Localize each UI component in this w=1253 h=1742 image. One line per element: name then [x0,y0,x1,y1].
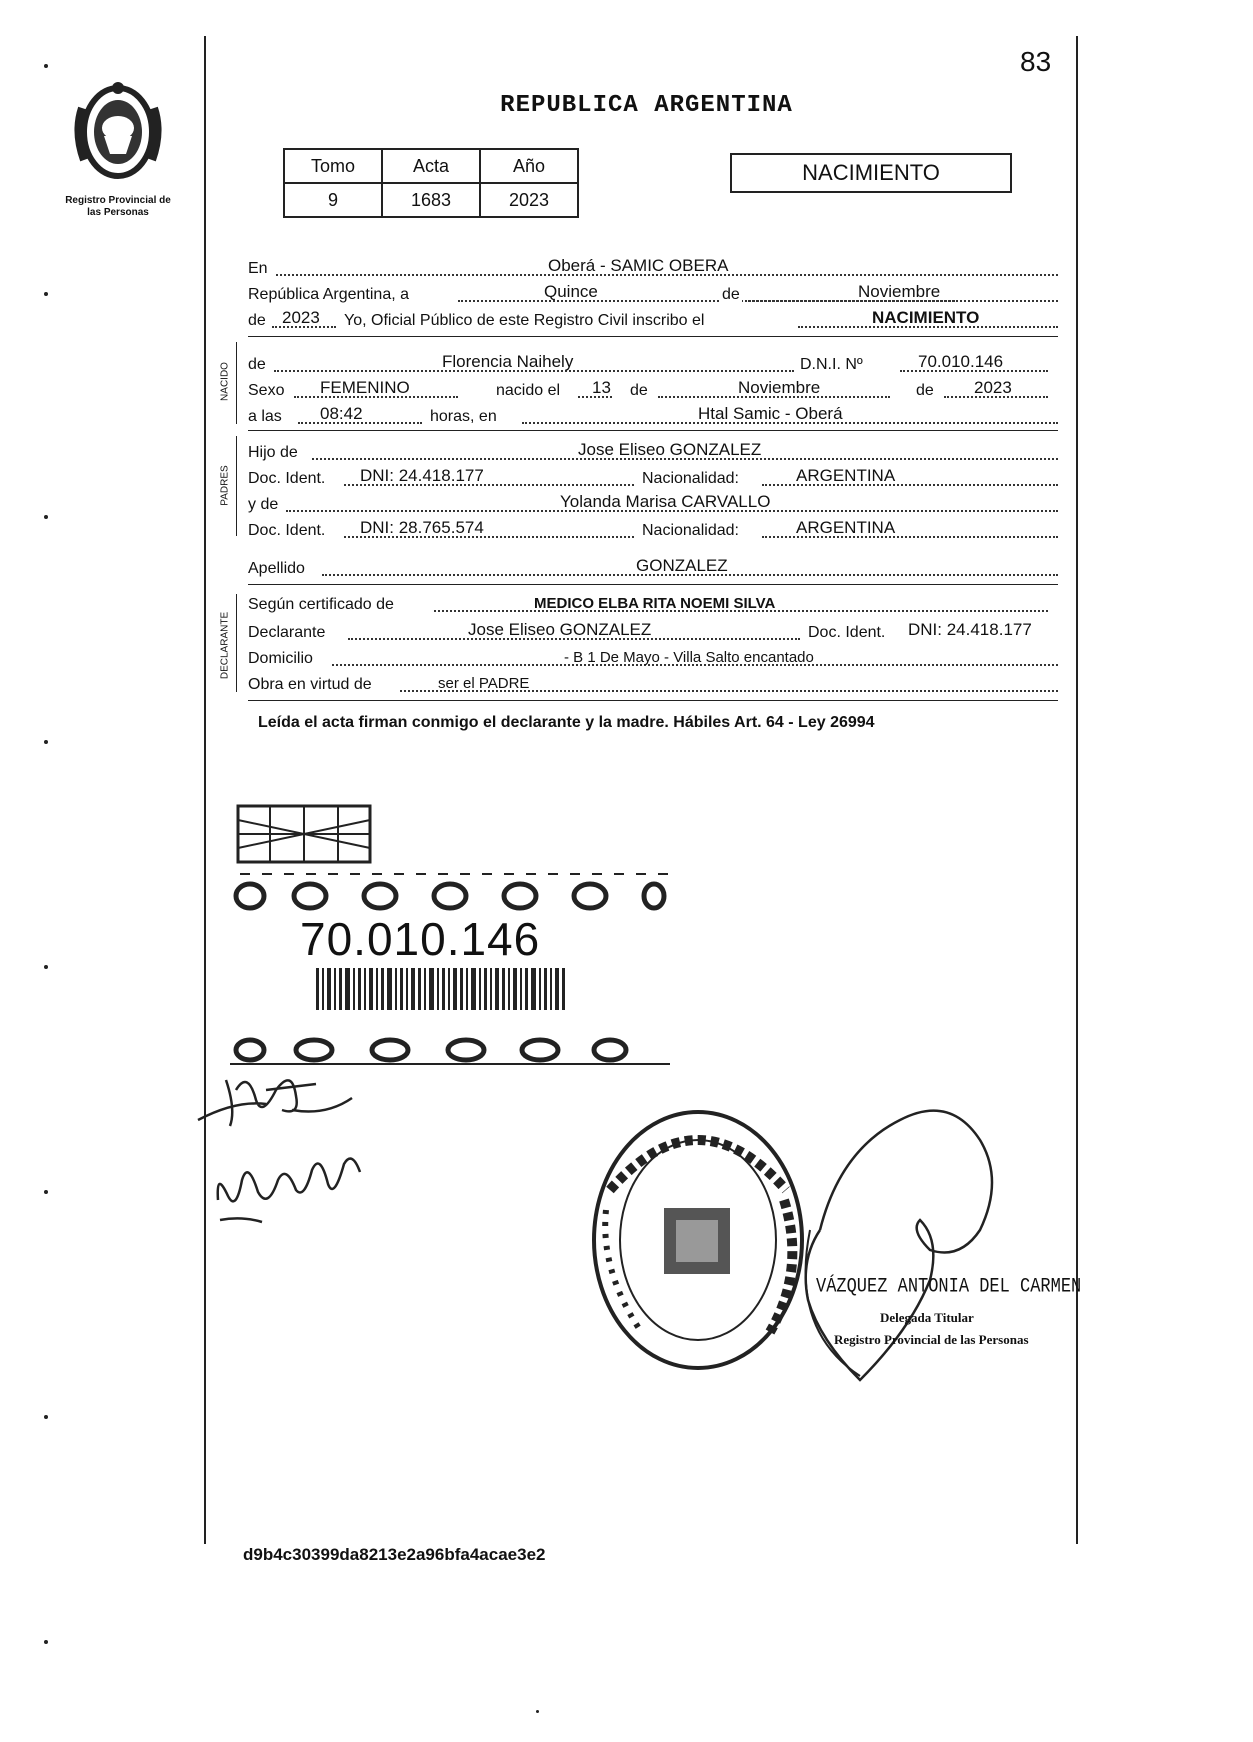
page-number: 83 [1020,46,1052,77]
form-line-apellido [248,554,1058,580]
record-type-box: NACIMIENTO [730,153,1012,193]
nombre-value: Florencia Naihely [442,352,574,371]
record-value-tomo: 9 [284,183,382,217]
madre-nac-value: ARGENTINA [796,518,896,537]
issuer-caption: Registro Provincial de las Personas [65,195,171,218]
nacido-de-label: de [248,356,266,373]
margin-dot [44,965,48,969]
record-header-acta: Acta [382,149,480,183]
section-rule [248,584,1058,585]
doc-ident-label: Doc. Ident. [248,522,326,539]
declarante-value: Jose Eliseo GONZALEZ [468,620,652,639]
madre-value: Yolanda Marisa CARVALLO [560,492,771,511]
record-table [283,148,579,218]
nac-de2-label: de [916,382,934,399]
margin-dot [44,1640,48,1644]
official-signature [780,1080,1080,1400]
declarante-doc-value: DNI: 24.418.177 [908,620,1032,639]
form-line-padre [248,438,1058,464]
document-hash: d9b4c30399da8213e2a96bfa4acae3e2 [243,1545,546,1564]
padre-nac-value: ARGENTINA [796,466,896,485]
obra-value: ser el PADRE [438,675,530,692]
declarante-label: Declarante [248,624,326,641]
margin-dot [44,1190,48,1194]
nacionalidad-label: Nacionalidad: [642,522,739,539]
form-line-madre [248,490,1058,516]
nac-anio-value: 2023 [974,378,1012,397]
nacido-el-label: nacido el [496,382,561,399]
apellido-label: Apellido [248,560,305,577]
sexo-value: FEMENINO [320,378,410,397]
form-line-obra [248,670,1058,696]
madre-doc-value: DNI: 28.765.574 [360,518,484,537]
form-line-inscripcion [248,306,1058,332]
section-bracket [236,436,237,536]
section-rule [248,700,1058,701]
footer-mark [536,1710,539,1713]
en-value: Oberá - SAMIC OBERA [548,256,729,275]
domicilio-label: Domicilio [248,650,313,667]
obra-label: Obra en virtud de [248,676,372,693]
horas-en-label: horas, en [430,408,497,425]
nac-dia-value: 13 [592,378,611,397]
apellido-value: GONZALEZ [636,556,728,575]
section-tab-nacido: NACIDO [219,362,231,401]
sexo-label: Sexo [248,382,285,399]
record-header-anio: Año [480,149,578,183]
anio-value: 2023 [282,308,320,327]
margin-dot [44,515,48,519]
section-rule [248,336,1058,337]
inscribo-label: Yo, Oficial Público de este Registro Civil inscribo el [344,312,705,329]
security-dni-number: 70.010.146 [300,913,541,965]
form-line-madre-doc [248,516,1058,542]
form-line-en [248,254,1058,280]
de-label: de [722,286,740,303]
form-line-declarante [248,618,1058,644]
nac-mes-value: Noviembre [738,378,821,397]
section-bracket [236,342,237,424]
declarante-doc-label: Doc. Ident. [808,624,886,641]
dni-value: 70.010.146 [918,352,1004,371]
certificado-value: MEDICO ELBA RITA NOEMI SILVA [534,595,776,612]
official-role: Delegada Titular [880,1310,974,1325]
left-margin-line [204,36,206,1544]
dia-value: Quince [544,282,598,301]
margin-dot [44,64,48,68]
mother-signature [212,1140,382,1230]
certificado-label: Según certificado de [248,596,394,613]
section-tab-padres: PADRES [219,465,231,506]
form-line-domicilio [248,644,1058,670]
form-line-hora [248,402,1058,428]
form-line-fecha [248,280,1058,306]
form-line-certificado [248,590,1058,616]
official-org: Registro Provincial de las Personas [834,1332,1029,1347]
margin-dot [44,740,48,744]
margin-dot [44,292,48,296]
form-line-nombre [248,350,1058,376]
hora-value: 08:42 [320,404,363,423]
republica-label: República Argentina, a [248,286,409,303]
record-header-tomo: Tomo [284,149,382,183]
mes-value: Noviembre [858,282,941,301]
y-de-label: y de [248,496,279,513]
form-line-padre-doc [248,464,1058,490]
nac-de-label: de [630,382,648,399]
en-label: En [248,260,268,277]
padre-doc-value: DNI: 24.418.177 [360,466,484,485]
hijo-de-label: Hijo de [248,444,298,461]
closing-statement: Leída el acta firman conmigo el declarante y la madre. Hábiles Art. 64 - Ley 26994 [258,714,875,731]
nacionalidad-label: Nacionalidad: [642,470,739,487]
document-title: REPUBLICA ARGENTINA [500,92,793,119]
inscribo-value: NACIMIENTO [872,308,980,327]
official-name: VÁZQUEZ ANTONIA DEL CARMEN [816,1276,1082,1299]
form-line-sexo [248,376,1058,402]
declarant-signature [196,1060,366,1140]
lugar-value: Htal Samic - Oberá [698,404,843,423]
domicilio-value: - B 1 De Mayo - Villa Salto encantado [564,649,814,666]
record-value-acta: 1683 [382,183,480,217]
doc-ident-label: Doc. Ident. [248,470,326,487]
section-tab-declarante: DECLARANTE [219,611,231,680]
de2-label: de [248,312,266,329]
a-las-label: a las [248,408,282,425]
record-value-anio: 2023 [480,183,578,217]
padre-value: Jose Eliseo GONZALEZ [578,440,762,459]
dni-label: D.N.I. Nº [800,356,863,373]
margin-dot [44,1415,48,1419]
section-bracket [236,594,237,692]
section-rule [248,430,1058,431]
